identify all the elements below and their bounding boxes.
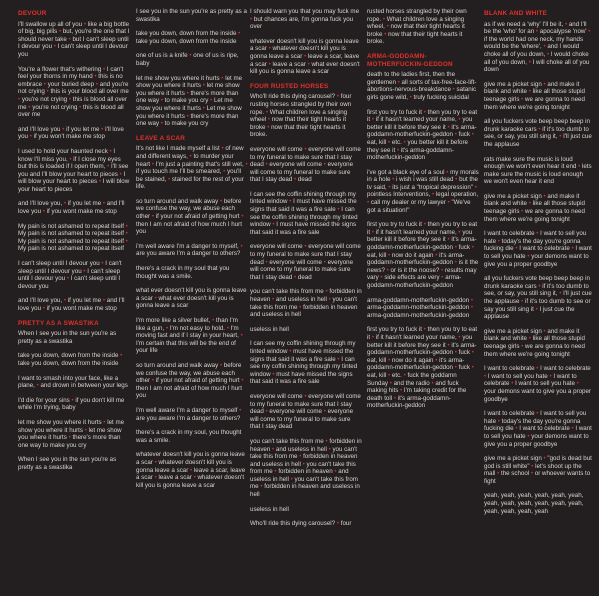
lyric-paragraph: everyone will come • everyone will come to my funeral to make sure that I stay dead • everyone will come • everyone will come to my funeral to make sure that I stay dead — [250, 392, 361, 431]
bullet-separator: • — [69, 155, 72, 163]
bullet-separator: • — [304, 243, 307, 251]
bullet-separator: • — [101, 260, 104, 268]
lyric-paragraph: When I see you in the sun you're as pretty as a swastika — [18, 456, 117, 471]
bullet-separator: • — [18, 95, 21, 103]
song-title: DEVOUR — [18, 10, 47, 17]
bullet-separator: • — [68, 434, 71, 442]
bullet-separator: • — [423, 221, 426, 229]
lyric-paragraph: whatever doesn't kill you is gonna leave a scar • whatever doesn't kill you is gonna leave a scar • leave a scar, leave a scar • leave a scar • what ever doesn't kill you is gonna leave a scar — [250, 37, 360, 76]
lyric-paragraph: everyone will come • everyone will come to my funeral to make sure that I stay dead • everyone will come • everyone will come to my funeral to make sure that I stay dead • dead — [250, 145, 361, 184]
bullet-separator: • — [400, 387, 403, 395]
bullet-separator: • — [382, 15, 385, 23]
bullet-separator: • — [511, 380, 514, 388]
bullet-separator: • — [454, 364, 457, 372]
bullet-separator: • — [549, 372, 552, 380]
bullet-separator: • — [83, 267, 86, 275]
bullet-separator: • — [497, 237, 500, 245]
lyric-paragraph: When I see you in the sun you're as pretty as a swastika — [18, 330, 117, 345]
bullet-separator: • — [576, 380, 579, 388]
lyric-paragraph: take you down, down from the inside • take you down, down from the inside — [18, 352, 123, 367]
lyric-paragraph: so turn around and walk away • before we confuse the way, we abuse each other • if your not afraid of getting hurt • then I am not afraid of how much I hurt you — [136, 361, 244, 400]
bullet-separator: • — [120, 352, 123, 360]
bullet-separator: • — [274, 468, 277, 476]
lyric-paragraph: whatever doesn't kill you is gonna leave a scar • whatever doesn't kill you is gonna leave a scar • leave a scar, leave a scar • leave a scar • whatever doesn't kill you is gonna leave a scar — [136, 451, 246, 489]
bullet-separator: • — [241, 213, 244, 221]
bullet-separator: • — [226, 324, 229, 332]
bullet-separator: • — [102, 297, 106, 305]
bullet-separator: • — [109, 147, 112, 155]
bullet-separator: • — [543, 327, 546, 335]
bullet-separator: • — [387, 371, 391, 379]
lyric-paragraph: there's a crack in my soul, you thought was a smile. — [136, 429, 242, 444]
bullet-separator: • — [441, 266, 444, 274]
bullet-separator: • — [380, 274, 383, 282]
bullet-separator: • — [458, 228, 461, 236]
bullet-separator: • — [125, 230, 128, 238]
bullet-separator: • — [53, 43, 56, 51]
bullet-separator: • — [307, 60, 310, 68]
bullet-separator: • — [151, 213, 154, 221]
bullet-separator: • — [470, 304, 474, 312]
lyrics-column-2 — [136, 8, 248, 593]
bullet-separator: • — [63, 297, 67, 305]
bullet-separator: • — [497, 417, 500, 425]
lyric-paragraph: so turn around and walk away • before we confuse the way, we abuse each other • if your not afraid of getting hurt • then I am not afraid of how much I hurt you — [136, 197, 244, 236]
bullet-separator: • — [66, 275, 70, 283]
bullet-separator: • — [268, 60, 271, 68]
bullet-separator: • — [336, 93, 339, 101]
lyric-paragraph: and I'll love you, • if you let me • and I'll love you • if you wont make me stop — [18, 200, 125, 216]
bullet-separator: • — [471, 364, 474, 372]
bullet-separator: • — [536, 410, 539, 418]
bullet-separator: • — [107, 163, 110, 171]
bullet-separator: • — [299, 303, 302, 311]
bullet-separator: • — [515, 245, 518, 253]
lyric-paragraph: You're a flower that's withering • I can't feel your thorns in my hand • this is no embrace • your buried deep • and you're not crying • this is your blood all over me • you're not crying • this is blood all over me • you're not crying • this is blood all over me — [18, 65, 129, 119]
lyric-paragraph: rusted horses strangled by their own rope. • What children love a singing wheel, • now that their tight hearts it broke • now that their tight hearts it broke. — [367, 8, 467, 46]
lyric-paragraph: I should warn you that you may fuck me • but chances are, I'm gonna fuck you over — [250, 8, 360, 31]
bullet-separator: • — [435, 251, 438, 259]
lyric-paragraph: I see you in the sun you're as pretty as a swastika — [136, 8, 247, 23]
bullet-separator: • — [304, 145, 307, 153]
bullet-separator: • — [454, 349, 457, 357]
bullet-separator: • — [68, 35, 71, 43]
bullet-separator: • — [189, 52, 192, 60]
bullet-separator: • — [571, 245, 574, 253]
lyric-paragraph: let me show you where it hurts • let me show you where it hurts • let me show you where it hurts • there's more than one way • to make you cry • Let me show you where it hurts • Let me show you where it hurts • there's more than one way • to make you cry — [136, 74, 243, 128]
bullet-separator: • — [528, 88, 531, 96]
bullet-separator: • — [528, 200, 531, 208]
bullet-separator: • — [328, 445, 331, 453]
bullet-separator: • — [219, 197, 223, 205]
lyric-paragraph: useless in hell — [250, 325, 289, 333]
lyric-paragraph: all you fuckers vote beep beep beep in drunk karaoke cars • if it's too dumb to see, or say, you still sing it, • I'll just cue the applause — [484, 118, 592, 148]
lyric-paragraph: all you fuckers vote beep beep beep in drunk karaoke cars • if it's too dumb to see, or say, you still sing it, • I'll just cue the applause • if it's too dumb to see or say you still sing it • I just cue the applause — [484, 275, 592, 321]
bullet-separator: • — [336, 520, 339, 528]
lyric-paragraph: i've got a black eye of a soul • my morals in a hole • i wish i was still dead • but the tv said, • its just a "tropical depression" • pointless Interventions, • legal operation, • call my dealer or my lawyer • "We've got a situation!" — [367, 168, 479, 214]
bullet-separator: • — [323, 258, 326, 266]
bullet-separator: • — [240, 332, 243, 340]
bullet-separator: • — [367, 199, 370, 207]
bullet-separator: • — [528, 335, 531, 343]
bullet-separator: • — [239, 406, 242, 414]
song-title: FOUR RUSTED HORSES — [250, 82, 329, 90]
bullet-separator: • — [29, 133, 32, 141]
lyric-paragraph: I'll swallow up all of you • like a big bottle of big, big pills • but, you're the one that I should never take • but I can't sleep until I devour you • I can't sleep until I devour you — [18, 20, 130, 58]
bullet-separator: • — [160, 97, 163, 105]
bullet-separator: • — [588, 28, 591, 36]
bullet-separator: • — [458, 116, 461, 124]
bullet-separator: • — [431, 379, 434, 387]
lyric-paragraph: It's not like I made myself a list • of new and different ways, • to murder your heart • I'm just a painting that's still wet, • if you touch me I'll be smeared, • you'll be stained, • stained for the rest of your life. — [136, 145, 248, 191]
bullet-separator: • — [387, 138, 391, 146]
bullet-separator: • — [470, 296, 474, 304]
bullet-separator: • — [103, 418, 106, 426]
lyric-paragraph: you can't take this from me • forbidden in heaven • and useless in hell • you can't take this from me • forbidden in heaven and useless in hell — [250, 288, 362, 319]
lyrics-column-1 — [18, 8, 130, 593]
bullet-separator: • — [530, 470, 534, 478]
bullet-separator: • — [265, 108, 268, 116]
bullet-separator: • — [471, 244, 474, 252]
bullet-separator: • — [272, 445, 275, 453]
bullet-separator: • — [238, 30, 241, 38]
bullet-separator: • — [154, 294, 157, 302]
lyric-paragraph: give me a picket sign • and make it blank and white • like all those stupid teenage girls • we are gonna to need them where we're going tonight — [484, 80, 585, 111]
lyrics-column-4 — [367, 8, 479, 593]
bullet-separator: • — [447, 199, 450, 207]
bullet-separator: • — [515, 425, 518, 433]
bullet-separator: • — [441, 274, 444, 282]
bullet-separator: • — [531, 462, 534, 470]
bullet-separator: • — [267, 116, 271, 124]
bullet-separator: • — [328, 296, 331, 303]
bullet-separator: • — [423, 326, 426, 334]
bullet-separator: • — [387, 356, 391, 364]
bullet-separator: • — [371, 333, 374, 341]
bullet-separator: • — [71, 396, 74, 404]
lyric-paragraph: I can't sleep until I devour you • I can't sleep until I devour you • I can't sleep until I devour you • I can't sleep until I devour you — [18, 260, 122, 290]
bullet-separator: • — [289, 198, 292, 206]
bullet-separator: • — [384, 30, 387, 38]
bullet-separator: • — [334, 468, 337, 476]
bullet-separator: • — [101, 125, 104, 133]
bullet-separator: • — [432, 191, 435, 199]
bullet-separator: • — [95, 80, 99, 88]
bullet-separator: • — [447, 236, 450, 244]
bullet-separator: • — [409, 93, 412, 101]
lyric-paragraph: I used to hold your haunted neck • I know I'll miss you, • if I close my eyes but this is loaded if I open them, • I'll see you and I'll blow your heart to pieces • I will blow your heart to pieces • I will blow your heart to pieces — [18, 147, 130, 193]
bullet-separator: • — [186, 112, 189, 120]
lyrics-column-5 — [484, 8, 592, 593]
lyric-paragraph: Who'll ride this dying carousel? • four rusting horses strangled by their own rope. • What children love a singing wheel • now that their tight hearts it broke • now that their tight hearts it broke. — [250, 93, 352, 139]
bullet-separator: • — [202, 104, 205, 112]
lyric-paragraph: death to the ladies first, then the gentlemen • all sorts of tax-free-face-lift-abortions-nervous-breakdance • satanic girls gone wild, • truly fucking suicidal — [367, 71, 477, 101]
lyric-paragraph: everyone will come • everyone will come to my funeral to make sure that I stay dead • everyone will come • everyone will come to my funeral to make sure that I stay dead • dead — [250, 243, 361, 281]
bullet-separator: • — [289, 347, 292, 355]
bullet-separator: • — [102, 200, 106, 208]
bullet-separator: • — [210, 97, 213, 105]
bullet-separator: • — [388, 183, 391, 191]
song-title: BLANK AND WHITE — [484, 10, 548, 17]
bullet-separator: • — [43, 80, 46, 88]
bullet-separator: • — [471, 349, 474, 357]
lyric-paragraph: useless in hell — [250, 505, 289, 513]
bullet-separator: • — [42, 305, 45, 312]
lyric-paragraph: first you try to fuck it • then you try to eat it • if it hasn't learned your name, • you better kill it before they see it • it's arma-goddamn-motherfuckin-geddon • fuck • eat, kill • now do it again • it's arma-goddamn-motherfuckin-geddon • is it the news? • or is it the noose? • results may vary • side effects are very • arma-goddamn-motherfuckin-geddon — [367, 221, 479, 289]
bullet-separator: • — [497, 470, 500, 478]
song-title: ARMA-GODDAMN-MOTHERFUCKIN-GEDDON — [367, 52, 453, 68]
bullet-separator: • — [212, 317, 215, 324]
bullet-separator: • — [474, 183, 477, 191]
bullet-separator: • — [446, 168, 449, 176]
bullet-separator: • — [28, 103, 31, 111]
bullet-separator: • — [535, 305, 538, 313]
lyric-paragraph: My pain is not ashamed to repeat itself • My pain is not ashamed to repeat itself • My pain is not ashamed to repeat itself • My pain is not ashamed to repeat itself — [18, 222, 128, 253]
bullet-separator: • — [337, 355, 340, 363]
bullet-separator: • — [423, 108, 426, 116]
bullet-separator: • — [396, 146, 400, 154]
lyric-paragraph: I can see my coffin shining through my tinted window • must have missed the signs that said it was a fire sale • I can see my coffin shining through my tinted window • must have missed the signs that said it was a fire sale — [250, 340, 358, 386]
bullet-separator: • — [83, 20, 87, 28]
lyric-paragraph: Who'll ride this dying carousel? • four — [250, 520, 352, 528]
bullet-separator: • — [103, 65, 106, 73]
bullet-separator: • — [536, 230, 539, 238]
lyric-paragraph: I want to celebrate • I want to sell you hate • today's the day you're gonna fucking die • I want to celebrate • I want to sell you hate • your demons want to give you a proper goodbye — [484, 230, 592, 268]
bullet-separator: • — [250, 15, 253, 23]
lyric-paragraph: rats make sure the music is loud enough we won't even hear it end • lets make sure the music is loud enough we won't even hear it end — [484, 155, 592, 186]
bullet-separator: • — [294, 176, 297, 184]
lyric-paragraph: I want to smash into your face, like a plane, • and drown in between your legs — [18, 374, 128, 390]
bullet-separator: • — [527, 253, 530, 261]
bullet-separator: • — [546, 50, 550, 58]
bullet-separator: • — [304, 52, 307, 60]
bullet-separator: • — [455, 176, 458, 184]
bullet-separator: • — [193, 474, 196, 482]
bullet-separator: • — [223, 168, 226, 176]
bullet-separator: • — [302, 460, 305, 468]
lyric-paragraph: I'd die for your sins • if you don't kill me while I'm trying, baby — [18, 396, 125, 412]
bullet-separator: • — [125, 222, 128, 230]
bullet-separator: • — [62, 125, 65, 133]
bullet-separator: • — [521, 342, 524, 350]
bullet-separator: • — [190, 466, 193, 474]
bullet-separator: • — [221, 74, 224, 82]
bullet-separator: • — [299, 453, 302, 461]
bullet-separator: • — [265, 408, 268, 416]
bullet-separator: • — [578, 163, 581, 171]
bullet-separator: • — [36, 382, 39, 390]
lyric-paragraph: I'm well aware I'm a danger to myself • are you aware I'm a danger to others? — [136, 406, 242, 422]
lyric-paragraph: as if we need a 'why' I'll be it, • and I'll be the 'who' for an • apocalypse 'now' • if the world had one neck, my hands would be the 'where', • and I would choke all of you down, • I would choke all of you down, • I will choke all of you down — [484, 20, 591, 74]
bullet-separator: • — [290, 475, 293, 483]
bullet-separator: • — [371, 228, 374, 236]
bullet-separator: • — [186, 89, 189, 97]
bullet-separator: • — [58, 28, 62, 36]
bullet-separator: • — [543, 192, 546, 200]
bullet-separator: • — [325, 437, 328, 445]
bullet-separator: • — [521, 298, 524, 305]
bullet-separator: • — [386, 23, 389, 31]
bullet-separator: • — [484, 372, 487, 380]
lyric-paragraph: first you try to fuck it • then you try to eat it • if it hasn't learned your name, • you better kill it before they see it • it's arma-goddamn-motherfuckin-geddon • fuck • eat, kill • now do it again • it's arma-goddamn-motherfuckin-geddon • fuck • eat, kill • etc. • fuck the goddamn Sunday • and the radio • and fuck making hits • I'm taking credit for the death toll • it's arma-goddamn-motherfuckin-geddon — [367, 326, 478, 410]
bullet-separator: • — [46, 88, 49, 96]
song-title: PRETTY AS A SWASTIKA — [18, 319, 99, 327]
lyric-paragraph: yeah, yeah, yeah, yeah, yeah, yeah, yeah, yeah, yeah, yeah, yeah, yeah, yeah, yeah, yeah, yeah — [484, 492, 584, 515]
lyric-paragraph: there's a crack in my soul that you thought was a smile. — [136, 265, 230, 280]
bullet-separator: • — [337, 206, 340, 214]
bullet-separator: • — [79, 103, 82, 111]
bullet-separator: • — [125, 237, 128, 245]
bullet-separator: • — [151, 377, 154, 385]
bullet-separator: • — [240, 242, 243, 250]
lyric-paragraph: I can see the coffin shining through my tinted window • I must have missed the signs that said it was a fire sale • I can see the coffin shining through my tinted window • I must have missed the signs that said it was a fire sale — [250, 190, 358, 236]
lyric-paragraph: take you down, down from the inside • take you down, down from the inside — [136, 30, 241, 45]
bullet-separator: • — [564, 20, 568, 28]
bullet-separator: • — [241, 377, 244, 385]
bullet-separator: • — [272, 221, 275, 229]
lyric-paragraph: you can't take this from me • forbidden in heaven • and useless in hell • you can't take this from me • forbidden in heaven and useless in hell • you can't take this from me • forbidden in heaven • and useless in hell • you can't take this from me • forbidden in heaven and useless in hell — [250, 437, 362, 499]
bullet-separator: • — [454, 244, 457, 252]
bullet-separator: • — [403, 138, 406, 146]
lyric-paragraph: and I'll love you, • if you let me • and I'll love you • if you wont make me stop — [18, 297, 125, 312]
bullet-separator: • — [267, 123, 270, 131]
lyric-paragraph: give me a picket sign • and make it blank and white • like all those stupid teenage girls • we are gonna to need them where we're going tonight — [484, 327, 585, 358]
lyrics-column-3 — [250, 8, 362, 593]
bullet-separator: • — [304, 392, 307, 400]
bullet-separator: • — [189, 152, 192, 160]
bullet-separator: • — [543, 80, 546, 88]
bullet-separator: • — [154, 474, 157, 482]
bullet-separator: • — [119, 170, 122, 178]
bullet-separator: • — [221, 145, 224, 153]
bullet-separator: • — [535, 28, 539, 36]
lyric-paragraph: I want to celebrate • I want to celebrate • I want to sell you hate • I want to celebrate • I want to sell you hate • your demons want to give you a proper goodbye — [484, 365, 591, 403]
lyric-paragraph: arma-goddamn-motherfuckin-geddon • arma-goddamn-motherfuckin-geddon • arma-goddamn-motherfuckin-geddon — [367, 296, 474, 319]
lyric-paragraph: i'm well aware I'm a danger to myself, • are you aware I'm a danger to others? — [136, 242, 243, 258]
bullet-separator: • — [543, 455, 546, 463]
lyric-paragraph: give me a picket sign • and make it blank and white • like all those stupid teenage girls • we are gonna to need them where we're going tonight — [484, 192, 585, 223]
bullet-separator: • — [527, 432, 530, 440]
bullet-separator: • — [219, 361, 223, 369]
bullet-separator: • — [397, 78, 400, 86]
bullet-separator: • — [371, 116, 374, 124]
bullet-separator: • — [98, 178, 101, 186]
bullet-separator: • — [160, 120, 163, 128]
bullet-separator: • — [521, 95, 524, 103]
bullet-separator: • — [323, 161, 326, 169]
bullet-separator: • — [42, 208, 45, 216]
bullet-separator: • — [393, 394, 397, 402]
bullet-separator: • — [154, 458, 157, 466]
bullet-separator: • — [151, 160, 154, 168]
bullet-separator: • — [452, 86, 455, 94]
bullet-separator: • — [392, 176, 395, 184]
bullet-separator: • — [265, 161, 268, 169]
bullet-separator: • — [325, 288, 328, 296]
lyric-paragraph: one of us is a knife • one of us is ripe, baby — [136, 52, 239, 67]
bullet-separator: • — [389, 379, 392, 387]
bullet-separator: • — [454, 131, 457, 139]
bullet-separator: • — [454, 259, 457, 267]
bullet-separator: • — [294, 273, 297, 281]
lyric-paragraph: first you try to fuck it • then you try to eat it • if it hasn't learned your name, • you better kill it before they see it • it's arma-goddamn-motherfuckin-geddon • fuck • eat, kill • etc. • you better kill it before they see it • it's arma-goddamn-motherfuckin-geddon — [367, 108, 478, 162]
bullet-separator: • — [84, 426, 87, 434]
bullet-separator: • — [63, 200, 67, 208]
lyric-paragraph: and I'll love you • if you let me • I'll love you • if you won't make me stop — [18, 125, 124, 141]
bullet-separator: • — [403, 371, 406, 379]
bullet-separator: • — [435, 356, 438, 364]
bullet-separator: • — [165, 324, 169, 332]
lyric-paragraph: I'm more like a silver bullet, • than I'm like a gun, • I'm not easy to hold. • I'm moving fast and if I stay in your heart, • I'm certain that this will be the end of your life — [136, 317, 243, 355]
lyric-paragraph: what ever doesn't kill you is gonna leave a scar • what ever doesn't kill you is gonna leave a scar — [136, 287, 247, 310]
lyric-paragraph: I want to celebrate • I want to sell you hate • today's the day you're gonna fucking die • I want to celebrate • I want to sell you hate • your demons want to give you a proper goodbye — [484, 410, 592, 448]
bullet-separator: • — [447, 123, 450, 131]
bullet-separator: • — [272, 296, 275, 303]
bullet-separator: • — [387, 251, 391, 259]
lyric-paragraph: let me show you where it hurts • let me show you where it hurts • let me show you where it hurts • there's more than one way to make you cry — [18, 418, 125, 449]
bullet-separator: • — [559, 290, 562, 298]
bullet-separator: • — [68, 95, 71, 103]
bullet-separator: • — [272, 370, 275, 378]
bullet-separator: • — [168, 175, 171, 183]
bullet-separator: • — [458, 333, 461, 341]
bullet-separator: • — [543, 43, 546, 51]
song-title: LEAVE A SCAR — [136, 134, 186, 142]
bullet-separator: • — [521, 208, 524, 216]
bullet-separator: • — [559, 133, 562, 141]
bullet-separator: • — [571, 425, 574, 433]
bullet-separator: • — [260, 483, 263, 491]
bullet-separator: • — [528, 58, 531, 66]
bullet-separator: • — [538, 125, 541, 133]
bullet-separator: • — [94, 73, 97, 81]
bullet-separator: • — [268, 45, 271, 53]
bullet-separator: • — [386, 266, 389, 274]
bullet-separator: • — [245, 160, 248, 168]
bullet-separator: • — [471, 131, 474, 139]
lyric-paragraph: give me a picket sign • "god is dead but god is still white" • let's shoot up the mall • the school • or whoever wants to fight — [484, 455, 592, 485]
bullet-separator: • — [447, 341, 450, 349]
bullet-separator: • — [265, 258, 268, 266]
bullet-separator: • — [538, 282, 541, 290]
bullet-separator: • — [323, 408, 326, 416]
bullet-separator: • — [536, 365, 539, 373]
bullet-separator: • — [202, 82, 205, 90]
